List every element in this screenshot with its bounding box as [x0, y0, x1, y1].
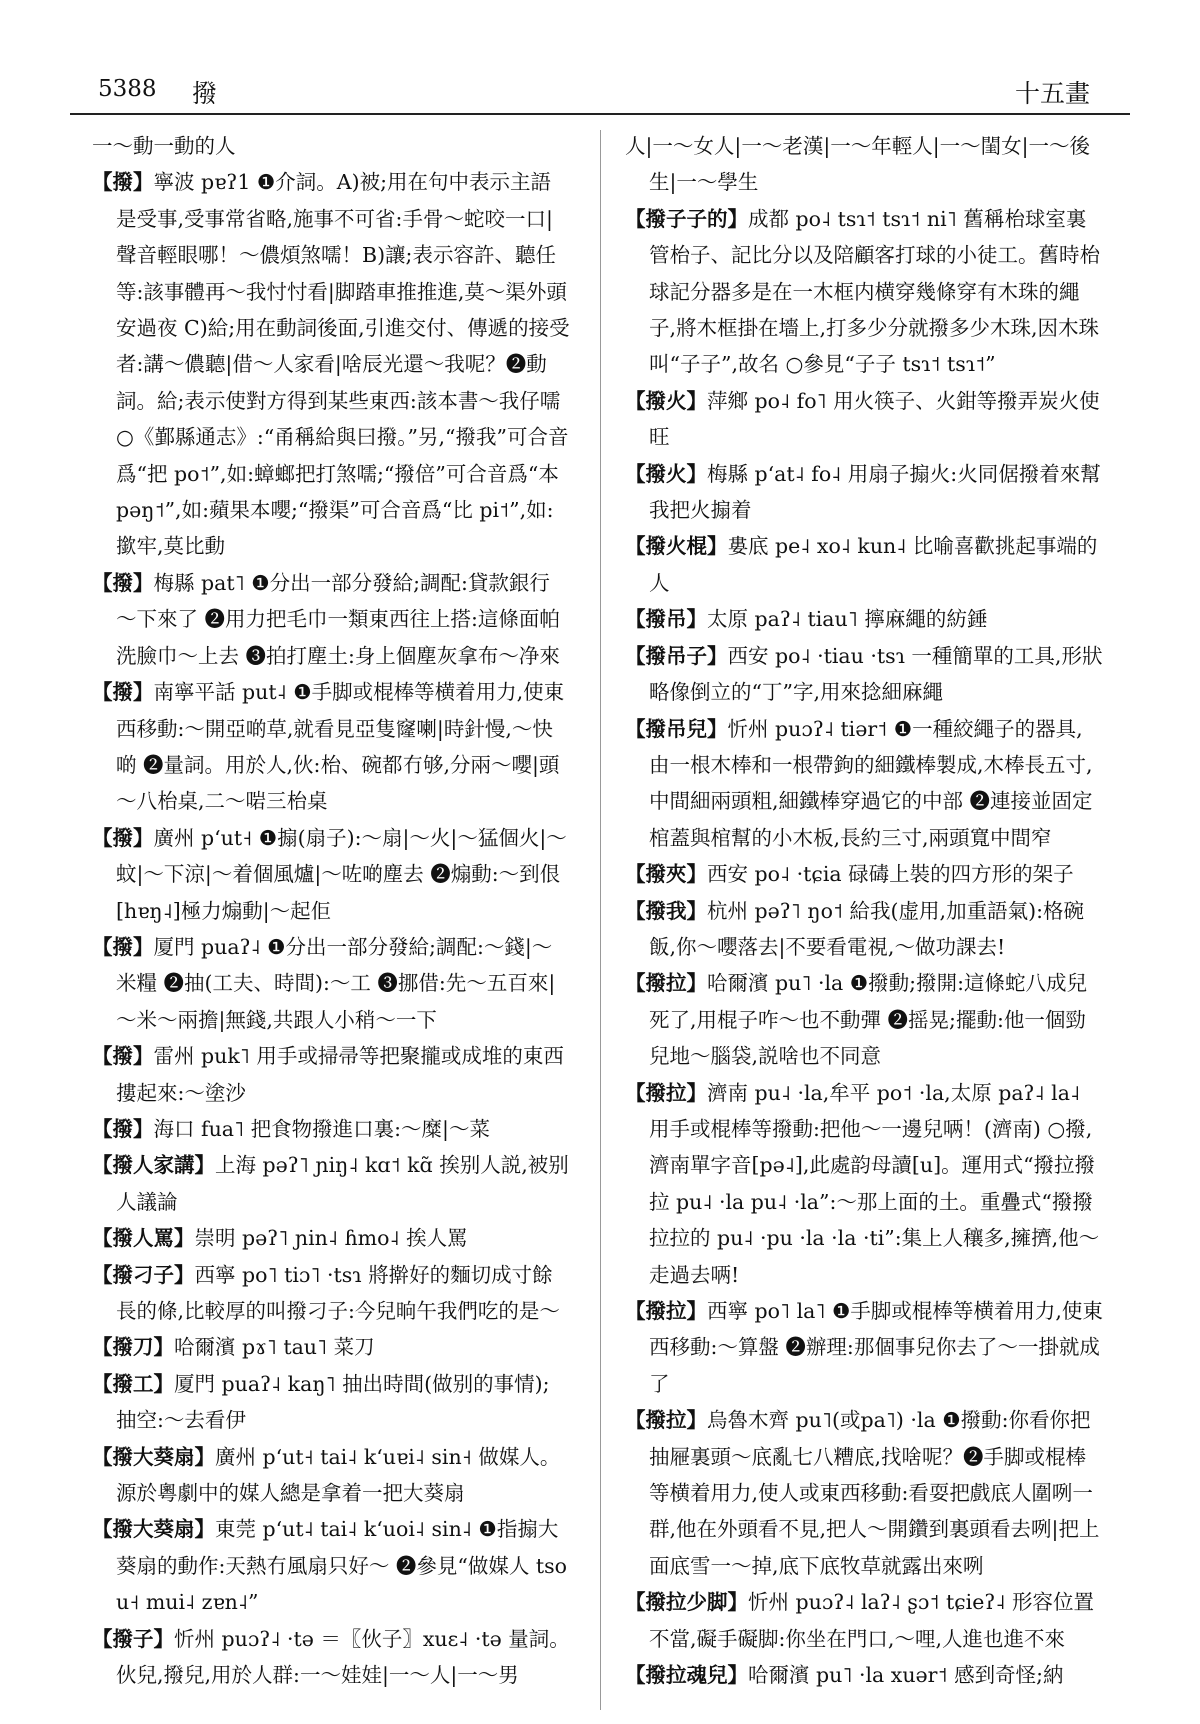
left-column	[92, 128, 570, 1710]
entry-text: 廣州 pʻut˧ tai˨ kʻuɐi˨ sin˧ 做媒人。源於粵劇中的媒人總是拿着一把大葵扇	[116, 1444, 561, 1506]
entry-headword: 【撥工】	[92, 1371, 174, 1396]
entry-headword: 【撥火棍】	[625, 534, 728, 559]
entry-headword: 【撥拉】	[625, 971, 707, 996]
dictionary-entry	[625, 201, 1103, 383]
entry-headword: 【撥】	[92, 170, 154, 195]
dictionary-entry	[625, 1293, 1103, 1402]
entry-headword: 【撥刀】	[92, 1335, 174, 1360]
entry-text: 杭州 pəʔ˥ ŋo˦ 給我(虚用,加重語氣):格碗飯,你～嚶落去|不要看電視,～做功課去!	[649, 898, 1084, 959]
dictionary-entry	[625, 1402, 1103, 1584]
dictionary-entry	[92, 1329, 570, 1365]
dictionary-entry	[625, 456, 1103, 529]
entry-text: 上海 pəʔ˥ ɲiŋ˨ kɑ˦ kɑ̃ 挨别人説,被别人議論	[116, 1153, 569, 1214]
dictionary-entry	[92, 164, 570, 564]
entry-headword: 【撥吊】	[625, 607, 707, 632]
dictionary-entry	[92, 929, 570, 1038]
dictionary-entry	[92, 674, 570, 820]
dictionary-entry	[92, 1220, 570, 1256]
dictionary-entry	[92, 1038, 570, 1111]
entry-text: 一～動一動的人	[92, 134, 236, 158]
entry-text: 萍鄉 po˨ fo˥ 用火筷子、火鉗等撥弄炭火使旺	[649, 388, 1100, 450]
dictionary-entry	[92, 1621, 570, 1694]
entry-text: 梅縣 pʻat˨ fo˨ 用扇子搧火:火同倨撥着來幫我把火搧着	[649, 461, 1101, 523]
entry-text: 烏魯木齊 pu˥(或pa˥) ·la ❶撥動:你看你把抽屜裏頭～底亂七八糟底,找啥呢？❷手脚或棍棒等横着用力,使人或東西移動:看耍把戲底人圍咧一群,他在外頭看不見,把人～開鑽到裏頭看去咧|把上面底雪一～掉,底下底牧草就露出來咧	[649, 1408, 1100, 1578]
dictionary-entry	[625, 1657, 1103, 1693]
entry-text: 西安 po˨ ·tiau ·tsɿ 一種簡單的工具,形狀略像倒立的“丁”字,用來捻細麻繩	[649, 643, 1103, 705]
entry-text: 哈爾濱 pu˥ ·la xuər˦ 感到奇怪;納	[748, 1663, 1064, 1688]
entry-headword: 【撥拉】	[625, 1408, 707, 1433]
page-number: 5388	[98, 76, 157, 102]
right-column	[625, 128, 1103, 1710]
dictionary-entry	[92, 1366, 570, 1439]
dictionary-entry	[625, 965, 1103, 1074]
dictionary-entry	[625, 638, 1103, 711]
dictionary-entry	[92, 565, 570, 674]
entry-headword: 【撥】	[92, 1044, 154, 1069]
dictionary-entry	[625, 528, 1103, 601]
entry-headword: 【撥子子的】	[625, 206, 748, 231]
entry-text: 婁底 pe˨ xo˨ kun˨ 比喻喜歡挑起事端的人	[649, 534, 1098, 595]
entry-text: 厦門 puaʔ˨ ❶分出一部分發給;調配:～錢|～米糧 ❷抽(工夫、時間):～工 ❸挪借:先～五百來|～米～兩擔|無錢,共跟人小稍～一下	[116, 934, 556, 1032]
entry-continuation	[92, 128, 570, 164]
entry-text: 西寧 po˥ tiɔ˥ ·tsɿ 將擀好的麵切成寸餘長的條,比較厚的叫撥刁子:今兒晌午我們吃的是～	[116, 1262, 560, 1323]
section-label: 十五畫	[1014, 79, 1090, 108]
entry-text: 厦門 puaʔ˨ kaŋ˥ 抽出時間(做别的事情);抽空:～去看伊	[116, 1371, 550, 1433]
entry-text: 西寧 po˥ la˥ ❶手脚或棍棒等横着用力,使東西移動:～算盤 ❷辦理:那個事兒你去了～一掛就成了	[649, 1299, 1103, 1396]
entry-text: 寧波 pɐʔ1 ❶介詞。A)被;用在句中表示主語是受事,受事常省略,施事不可省:手骨～蛇咬一口|聲音輕眼哪！～儂煩煞嚅！B)讓;表示容許、聽任等:該事體再～我忖忖看|脚踏車推推進,莫～渠外頭安過夜 C)給;用在動詞後面,引進交付、傳遞的接受者:講～儂聽|借～人家看|啥辰光還～我呢？❷動詞。給;表示使對方得到某些東西:該本書～我仔嚅 ○《鄞縣通志》:“甬稱給與曰撥。”另,“撥我”可合音爲“把 po˦”,如:蟑螂把打煞嚅;“撥倍”可合音爲“本 pəŋ˦”,如:蘋果本嚶;“撥渠”可合音爲“比 pi˦”,如:撳牢,莫比動	[116, 170, 570, 559]
entry-headword: 【撥子】	[92, 1626, 174, 1651]
page-header	[70, 76, 1130, 116]
header-rule	[70, 113, 1130, 115]
dictionary-entry	[625, 893, 1103, 966]
dictionary-entry	[92, 820, 570, 929]
dictionary-entry	[92, 1147, 570, 1220]
entry-text: 雷州 puk˥ 用手或掃帚等把聚攏或成堆的東西摟起來:～塗沙	[116, 1044, 564, 1105]
entry-text: 忻州 puɔʔ˨ laʔ˨ ʂɔ˦ tɕieʔ˨ 形容位置不當,礙手礙脚:你坐在門口,～哩,人進也進不來	[649, 1590, 1094, 1651]
entry-text: 東莞 pʻut˨ tai˨ kʻuoi˨ sin˨ ❶指搧大葵扇的動作:天熱冇風扇只好～ ❷參見“做媒人 tsou˧ mui˨ zɐn˨”	[116, 1517, 568, 1615]
entry-text: 人|一～女人|一～老漢|一～年輕人|一～閨女|一～後生|一～學生	[625, 134, 1091, 195]
entry-headword: 【撥刁子】	[92, 1262, 195, 1287]
dictionary-entry	[625, 711, 1103, 857]
dictionary-entry	[92, 1511, 570, 1620]
entry-headword: 【撥拉】	[625, 1080, 707, 1105]
entry-headword: 【撥】	[92, 680, 154, 705]
entry-headword: 【撥吊兒】	[625, 716, 728, 741]
column-divider	[600, 130, 601, 1710]
entry-headword: 【撥火】	[625, 388, 707, 413]
head-character: 撥	[192, 79, 218, 108]
entry-text: 廣州 pʻut˧ ❶搧(扇子):～扇|～火|～猛個火|～蚊|～下涼|～着個風爐|～咗啲塵去 ❷煽動:～到佷[hɐŋ˨]極力煽動|～起佢	[116, 825, 567, 923]
dictionary-entry	[625, 1075, 1103, 1293]
entry-headword: 【撥火】	[625, 461, 707, 486]
entry-headword: 【撥拉】	[625, 1299, 707, 1323]
entry-text: 太原 paʔ˨ tiau˥ 擰麻繩的紡錘	[707, 607, 988, 632]
entry-text: 忻州 puɔʔ˨ tiər˦ ❶一種絞繩子的器具,由一根木棒和一根帶鉤的細鐵棒製成,木棒長五寸,中間細兩頭粗,細鐵棒穿過它的中部 ❷連接並固定棺蓋與棺幫的小木板,長約三寸,兩頭寬中間窄	[649, 716, 1093, 850]
entry-text: 濟南 pu˨ ·la,牟平 po˦ ·la,太原 paʔ˨ la˨ 用手或棍棒等撥動:把他～一邊兒唡！(濟南) ○撥,濟南單字音[pə˨],此處韵母讀[u]。運用式“撥拉撥拉 pu˨ ·la pu˨ ·la”:～那上面的土。重疊式“撥撥拉拉的 pu˨ ·pu ·la ·la ·ti”:集上人穰多,擁擠,他～走過去唡!	[649, 1080, 1100, 1287]
entry-headword: 【撥】	[92, 1116, 154, 1141]
entry-text: 海口 fua˥ 把食物撥進口裏:～糜|～菜	[153, 1116, 490, 1141]
dictionary-entry	[92, 1111, 570, 1147]
dictionary-entry	[92, 1257, 570, 1330]
entry-headword: 【撥】	[92, 934, 154, 959]
entry-headword: 【撥人家講】	[92, 1153, 215, 1178]
entry-text: 梅縣 pat˥ ❶分出一部分發給;調配:貸款銀行～下來了 ❷用力把毛巾一類東西往上搭:這條面帕洗臉巾～上去 ❸拍打塵土:身上個塵灰拿布～净來	[116, 570, 560, 668]
dictionary-entry	[625, 601, 1103, 637]
entry-text: 西安 po˨ ·tɕia 碌碡上裝的四方形的架子	[707, 862, 1074, 887]
entry-headword: 【撥拉少脚】	[625, 1590, 748, 1615]
entry-text: 南寧平話 put˨ ❶手脚或棍棒等横着用力,使東西移動:～開亞啲草,就看見亞隻窿喇|時針慢,～快啲 ❷量詞。用於人,伙:枱、碗都冇够,分兩～嚶|頭～八枱桌,二～啱三枱桌	[116, 680, 565, 814]
entry-headword: 【撥拉魂兒】	[625, 1663, 748, 1688]
entry-headword: 【撥大葵扇】	[92, 1444, 215, 1469]
entry-text: 成都 po˨ tsɿ˦ tsɿ˦ ni˥ 舊稱枱球室裏管枱子、記比分以及陪顧客打球的小徒工。舊時枱球記分器多是在一木框内横穿幾條穿有木珠的繩子,將木框掛在墻上,打多少分就撥多少木珠,因木珠叫“子子”,故名 ○參見“子子 tsɿ˦ tsɿ˦”	[649, 206, 1100, 377]
entry-headword: 【撥】	[92, 570, 154, 595]
entry-text: 哈爾濱 pu˥ ·la ❶撥動;撥開:這條蛇八成兒死了,用棍子咋～也不動彈 ❷摇晃;擺動:他一個勁兒地～腦袋,説啥也不同意	[649, 971, 1087, 1069]
entry-headword: 【撥大葵扇】	[92, 1517, 215, 1542]
dictionary-entry	[92, 1439, 570, 1512]
entry-headword: 【撥夾】	[625, 862, 707, 887]
entry-headword: 【撥】	[92, 825, 154, 850]
dictionary-entry	[625, 383, 1103, 456]
dictionary-entry	[625, 1584, 1103, 1657]
entry-text: 哈爾濱 pɤ˥ tau˥ 菜刀	[174, 1335, 375, 1360]
dictionary-entry	[625, 856, 1103, 892]
entry-headword: 【撥我】	[625, 898, 707, 923]
entry-continuation	[625, 128, 1103, 201]
entry-headword: 【撥人罵】	[92, 1226, 195, 1251]
entry-text: 忻州 puɔʔ˨ ·tə ＝〖伙子〗xuɛ˨ ·tə 量詞。伙兒,撥兒,用於人群:一～娃娃|一～人|一～男	[116, 1626, 570, 1688]
entry-headword: 【撥吊子】	[625, 643, 728, 668]
entry-text: 崇明 pəʔ˥ ɲin˨ ɦmo˨ 挨人罵	[194, 1226, 468, 1251]
